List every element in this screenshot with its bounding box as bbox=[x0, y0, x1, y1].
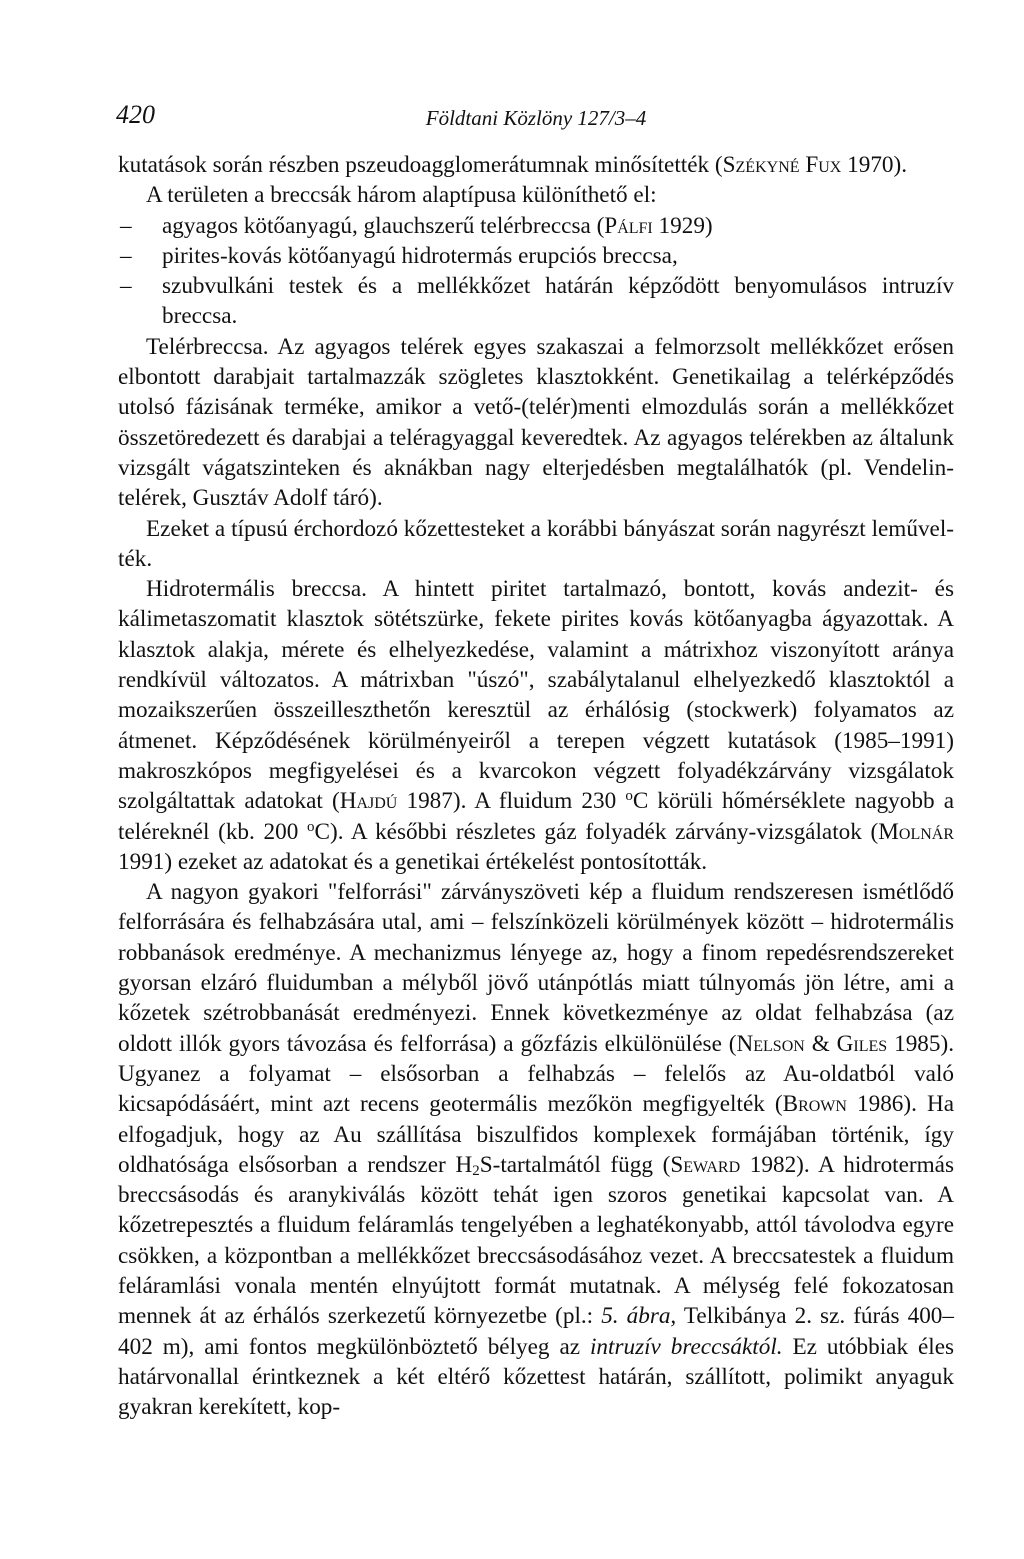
text-segment: 1982). A hidrotermás breccsásodás és aranykiválás között tehát igen szoros genetikai kapcsolat van. A kőzetrepesztés a fluidum feláramlás tengelyében a leghatékonyabb, attól távolodva egyre csökken, a központban a mellékkőzet breccsásodásához vezet. A breccsatestek a fluidum feláramlási vonala mentén elnyújtott formát mutatnak. A mélység felé fokozatosan mennek át az érhálós szerkezetű környezetbe (pl.: bbox=[118, 1151, 954, 1330]
list-item bbox=[118, 241, 954, 271]
text-segment: 1986). Ha elfogadjuk, hogy az Au szállítása biszulfidos komplexek formájában történik, így oldhatósága elsősorban a rendszer H bbox=[118, 1091, 954, 1178]
text-segment: Telkibánya 2. sz. fúrás 400–402 m), ami fontos megkülönböztető bélyeg az bbox=[118, 1303, 954, 1360]
degree-sign: o bbox=[625, 788, 633, 805]
text-segment: 1970). bbox=[841, 152, 908, 178]
figure-reference: 5. ábra, bbox=[601, 1303, 677, 1330]
citation: Hajdú bbox=[339, 788, 398, 815]
text-segment: 1929) bbox=[652, 212, 713, 239]
text-segment: pirites-kovás kötőanyagú hidrotermás erupciós breccsa, bbox=[162, 242, 678, 269]
journal-title: Földtani Közlöny 127/3–4 bbox=[425, 106, 647, 130]
text-segment: C). A későbbi részletes gáz folyadék zárvány-vizsgálatok ( bbox=[314, 818, 879, 845]
page-number: 420 bbox=[116, 100, 155, 129]
text-segment: 1987). A fluidum 230 bbox=[397, 788, 626, 815]
body-text bbox=[118, 150, 954, 1422]
citation: Seward bbox=[670, 1151, 741, 1178]
paragraph-boiling-mechanism bbox=[118, 877, 954, 1422]
citation: Molnár bbox=[878, 818, 954, 845]
list-item bbox=[118, 271, 954, 332]
text-segment: szubvulkáni testek és a mellékkőzet határán képződött benyomulásos intruzív breccsa. bbox=[162, 273, 954, 330]
page-header bbox=[116, 100, 956, 136]
text-segment: 1985). Ugyanez a folyamat – elsősorban a felhabzás – felelős az Au-oldatból való kicsapódásáért, mint azt recens geotermális mezőkön megfigyelték ( bbox=[118, 1030, 954, 1118]
text-segment: kutatások során részben pszeudoagglomerátumnak minősítették ( bbox=[118, 152, 723, 178]
text-segment: Ez utóbbiak éles határvonallal érintkeznek a két eltérő kőzettest határán, szállított, polimikt anyaguk gyakran kerekített, kop- bbox=[118, 1333, 955, 1421]
breccia-type-list bbox=[118, 211, 954, 332]
text-segment: Hidrotermális breccsa. A hintett piritet tartalmazó, bontott, kovás andezit- és kálimetaszomatit klasztok sötétszürke, fekete pirites kovás kötőanyagba ágyazottak. A klasztok alakja, mérete és elhelyezkedése, valamint a mátrixhoz viszonyított aránya rendkívül változatos. A mátrixban "úszó", szabálytalanul elhelyezkedő klasztoktól a mozaikszerűen összeilleszthetőn keresztül az érhálósig (stockwerk) folyamatos az átmenet. Képződésének körülményeiről a terepen végzett kutatások (1985–1991) makroszkópos megfigyelései és a kvarcokon végzett folyadékzárvány vizsgálatok szolgáltattak adatokat ( bbox=[118, 576, 954, 815]
text-segment: A nagyon gyakori "felforrási" zárványszöveti kép a fluidum rendszeresen ismétlődő felforrására és felhabzására utal, ami – felszínközeli körülmények között – hidrotermális robbanások eredménye. A mechanizmus lényege az, hogy a finom repedésrendszereket gyorsan elzáró fluidumban a mélyből jövő utánpótlás miatt túlnyomás jön létre, ami a kőzetek szétrobbanását eredményezi. Ennek következménye az oldat felhabzása (az oldott illók gyors távozása és felforrása) a gőzfázis elkülönülése ( bbox=[118, 879, 954, 1057]
paragraph-vein-breccia: Telérbreccsa. Az agyagos telérek egyes szakaszai a felmorzsolt mellékkőzet erősen elbontott darabjait tartalmazzák szögletes klasztokként. Genetikailag a telérképződés utolsó fázisának terméke, amikor a vető-(telér)menti elmozdulás során a mellékkőzet összetöredezett és darabjai a teléragyaggal keveredtek. Az agyagos telérekben az általunk vizsgált vágatszinteken és aknákban nagy elterjedésben megtalálhatók (pl. Vendelin-telérek, Gusztáv Adolf táró). bbox=[118, 333, 954, 512]
list-dash: – bbox=[120, 273, 132, 300]
citation: Székyné Fux bbox=[722, 152, 842, 178]
paragraph-ore-bodies: Ezeket a típusú érchordozó kőzettesteket a korábbi bányászat során nagyrészt leművelték. bbox=[118, 515, 954, 572]
text-segment: C körüli hőmérséklete nagyobb a teléreknél (kb. 200 bbox=[118, 788, 954, 845]
text-segment: 1991) ezeket az adatokat és a genetikai értékelést pontosították. bbox=[118, 848, 708, 875]
citation: Nelson & Giles bbox=[736, 1030, 888, 1057]
list-dash: – bbox=[120, 242, 132, 269]
citation: Brown bbox=[782, 1091, 847, 1118]
list-dash: – bbox=[120, 212, 132, 239]
text-segment: agyagos kötőanyagú, glauchszerű telérbreccsa ( bbox=[162, 212, 605, 239]
paragraph-hydrothermal-breccia bbox=[118, 574, 954, 877]
text-segment: S-tartalmától függ ( bbox=[479, 1151, 671, 1178]
subscript: 2 bbox=[472, 1162, 480, 1179]
italic-term: intruzív breccsáktól. bbox=[589, 1333, 783, 1360]
paragraph-breccia-types: A területen a breccsák három alaptípusa különíthető el: bbox=[146, 182, 657, 209]
citation: Pálfi bbox=[604, 212, 653, 239]
degree-sign: o bbox=[307, 818, 315, 835]
paragraph-intro bbox=[118, 150, 954, 180]
list-item bbox=[118, 211, 954, 241]
